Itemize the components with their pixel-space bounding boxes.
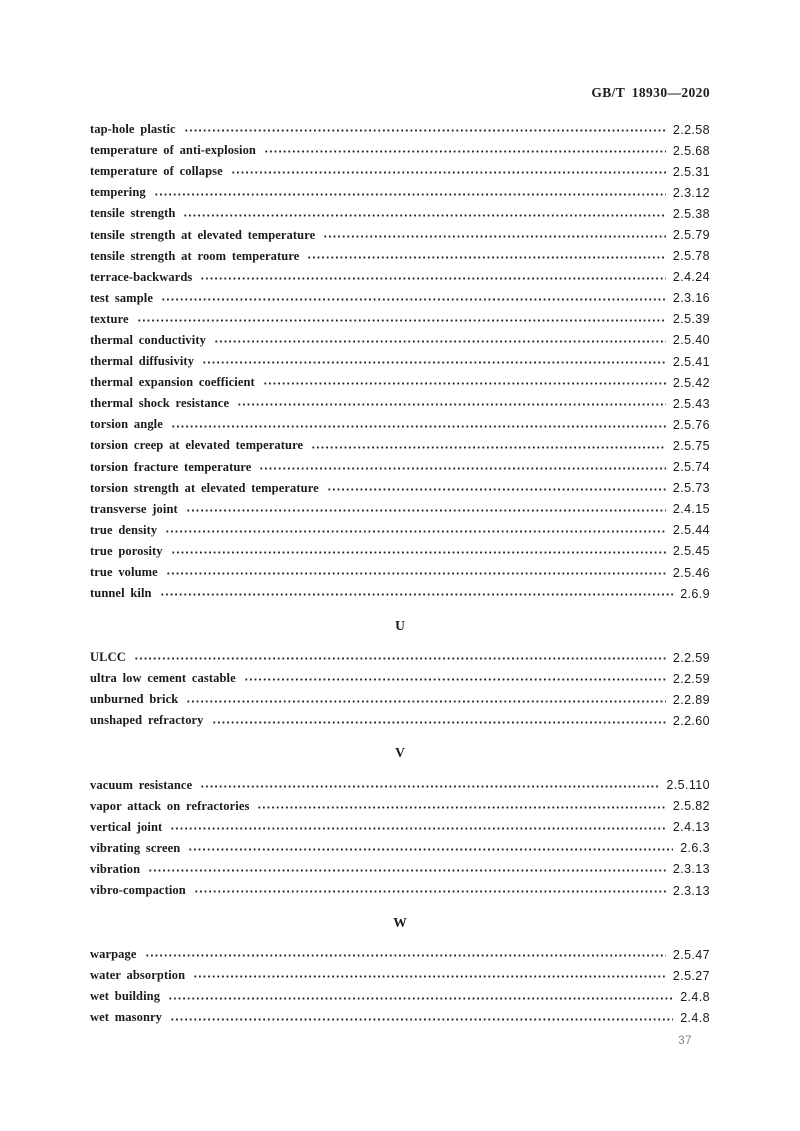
index-term: torsion creep at elevated temperature [90,438,304,453]
section-letter: V [395,745,405,761]
index-term: tunnel kiln [90,586,152,601]
index-term: test sample [90,290,153,305]
dot-leader [307,246,665,267]
index-entry [90,267,710,288]
index-entry [90,372,710,393]
dot-leader [327,478,666,499]
index-ref: 2.2.59 [672,671,710,686]
index-term: tensile strength at elevated temperature [90,227,316,242]
dot-leader [212,710,666,731]
index-term: vertical joint [90,819,163,834]
index-entry [90,309,710,330]
index-entry [90,478,710,499]
index-entry [90,838,710,859]
index-term: torsion strength at elevated temperature [90,480,319,495]
standard-number: GB/T 18930—2020 [591,85,710,100]
index-entry [90,414,710,435]
dot-leader [184,119,666,140]
dot-leader [200,267,665,288]
index-ref: 2.5.73 [672,481,710,496]
dot-leader [160,583,674,604]
dot-leader [323,224,666,245]
dot-leader [183,203,665,224]
dot-leader [148,859,666,880]
dot-leader [264,140,666,161]
index-ref: 2.3.12 [672,185,710,200]
index-entry [90,288,710,309]
index-entry [90,775,710,796]
index-ref: 2.5.76 [672,417,710,432]
index-ref: 2.6.9 [680,586,710,601]
index-term: warpage [90,947,137,962]
index-entry [90,161,710,182]
dot-leader [202,351,666,372]
dot-leader [137,309,666,330]
index-entry [90,710,710,731]
index-entry [90,562,710,583]
dot-leader [154,182,666,203]
dot-leader [194,880,666,901]
index-ref: 2.5.78 [672,249,710,264]
index-ref: 2.5.75 [672,438,710,453]
index-ref: 2.4.24 [672,270,710,285]
index-ref: 2.5.31 [672,164,710,179]
page-number: 37 [678,1035,692,1047]
index-entry [90,880,710,901]
document-header [90,85,710,101]
index-entry [90,393,710,414]
index-term: vibro-compaction [90,883,186,898]
index-ref: 2.5.46 [672,565,710,580]
dot-leader [200,775,659,796]
index-ref: 2.5.39 [672,312,710,327]
index-entry [90,457,710,478]
dot-leader [237,393,666,414]
index-ref: 2.6.3 [680,841,710,856]
index-term: ultra low cement castable [90,671,236,686]
index-entry [90,965,710,986]
index-ref: 2.2.89 [672,692,710,707]
index-entry [90,647,710,668]
index-entry [90,224,710,245]
dot-leader [214,330,666,351]
index-term: vibration [90,861,141,876]
index-list [90,119,710,1028]
index-term: unburned brick [90,692,179,707]
index-ref: 2.4.13 [672,820,710,835]
index-term: temperature of anti-explosion [90,143,256,158]
dot-leader [231,161,666,182]
index-term: texture [90,311,129,326]
page-footer [90,1031,710,1049]
index-ref: 2.5.82 [672,799,710,814]
dot-leader [171,541,666,562]
index-term: tempering [90,185,146,200]
index-entry [90,1007,710,1028]
index-ref: 2.2.59 [672,650,710,665]
dot-leader [134,647,666,668]
dot-leader [170,1007,673,1028]
index-term: temperature of collapse [90,164,223,179]
index-term: thermal expansion coefficient [90,375,255,390]
index-ref: 2.5.38 [672,206,710,221]
index-entry [90,520,710,541]
index-term: torsion fracture temperature [90,459,252,474]
index-entry [90,986,710,1007]
index-term: tap-hole plastic [90,122,176,137]
index-entry [90,583,710,604]
index-ref: 2.4.15 [672,502,710,517]
index-entry [90,859,710,880]
index-entry [90,668,710,689]
index-entry [90,140,710,161]
index-ref: 2.5.79 [672,228,710,243]
index-term: true density [90,522,158,537]
index-ref: 2.4.8 [680,989,710,1004]
index-term: wet masonry [90,1010,162,1025]
index-ref: 2.5.110 [666,778,710,793]
index-term: tensile strength [90,206,176,221]
index-ref: 2.5.42 [672,375,710,390]
dot-leader [170,817,666,838]
index-term: thermal conductivity [90,332,206,347]
section-letter: W [393,914,407,930]
index-entry [90,246,710,267]
index-entry [90,119,710,140]
index-term: true porosity [90,543,163,558]
index-term: vacuum resistance [90,777,193,792]
index-entry [90,182,710,203]
dot-leader [168,986,673,1007]
index-entry [90,499,710,520]
index-entry [90,351,710,372]
dot-leader [161,288,666,309]
index-entry [90,203,710,224]
dot-leader [311,435,666,456]
dot-leader [145,944,666,965]
index-term: torsion angle [90,417,163,432]
index-term: vapor attack on refractories [90,798,250,813]
index-ref: 2.5.43 [672,396,710,411]
index-ref: 2.5.47 [672,947,710,962]
index-entry [90,435,710,456]
index-entry [90,541,710,562]
index-entry [90,796,710,817]
index-term: vibrating screen [90,840,181,855]
index-term: true volume [90,565,158,580]
index-ref: 2.4.8 [680,1010,710,1025]
index-ref: 2.3.13 [672,862,710,877]
index-entry [90,817,710,838]
index-term: terrace-backwards [90,269,193,284]
dot-leader [166,562,666,583]
index-ref: 2.2.58 [672,122,710,137]
index-ref: 2.5.41 [672,354,710,369]
index-ref: 2.5.45 [672,544,710,559]
index-entry [90,689,710,710]
index-ref: 2.5.44 [672,523,710,538]
index-term: unshaped refractory [90,713,204,728]
index-ref: 2.2.60 [672,713,710,728]
index-ref: 2.5.27 [672,968,710,983]
dot-leader [165,520,666,541]
index-term: wet building [90,989,161,1004]
index-term: thermal diffusivity [90,354,195,369]
index-term: thermal shock resistance [90,396,230,411]
index-ref: 2.5.40 [672,333,710,348]
index-term: ULCC [90,650,126,665]
index-term: water absorption [90,968,186,983]
dot-leader [257,796,665,817]
index-ref: 2.3.16 [672,291,710,306]
index-ref: 2.5.68 [672,143,710,158]
dot-leader [171,414,666,435]
index-entry [90,944,710,965]
index-term: tensile strength at room temperature [90,248,300,263]
dot-leader [186,499,666,520]
dot-leader [188,838,673,859]
dot-leader [263,372,666,393]
dot-leader [259,457,665,478]
index-term: transverse joint [90,501,178,516]
index-ref: 2.3.13 [672,883,710,898]
index-ref: 2.5.74 [672,460,710,475]
dot-leader [186,689,666,710]
dot-leader [244,668,666,689]
section-letter: U [395,617,405,633]
index-entry [90,330,710,351]
dot-leader [193,965,666,986]
